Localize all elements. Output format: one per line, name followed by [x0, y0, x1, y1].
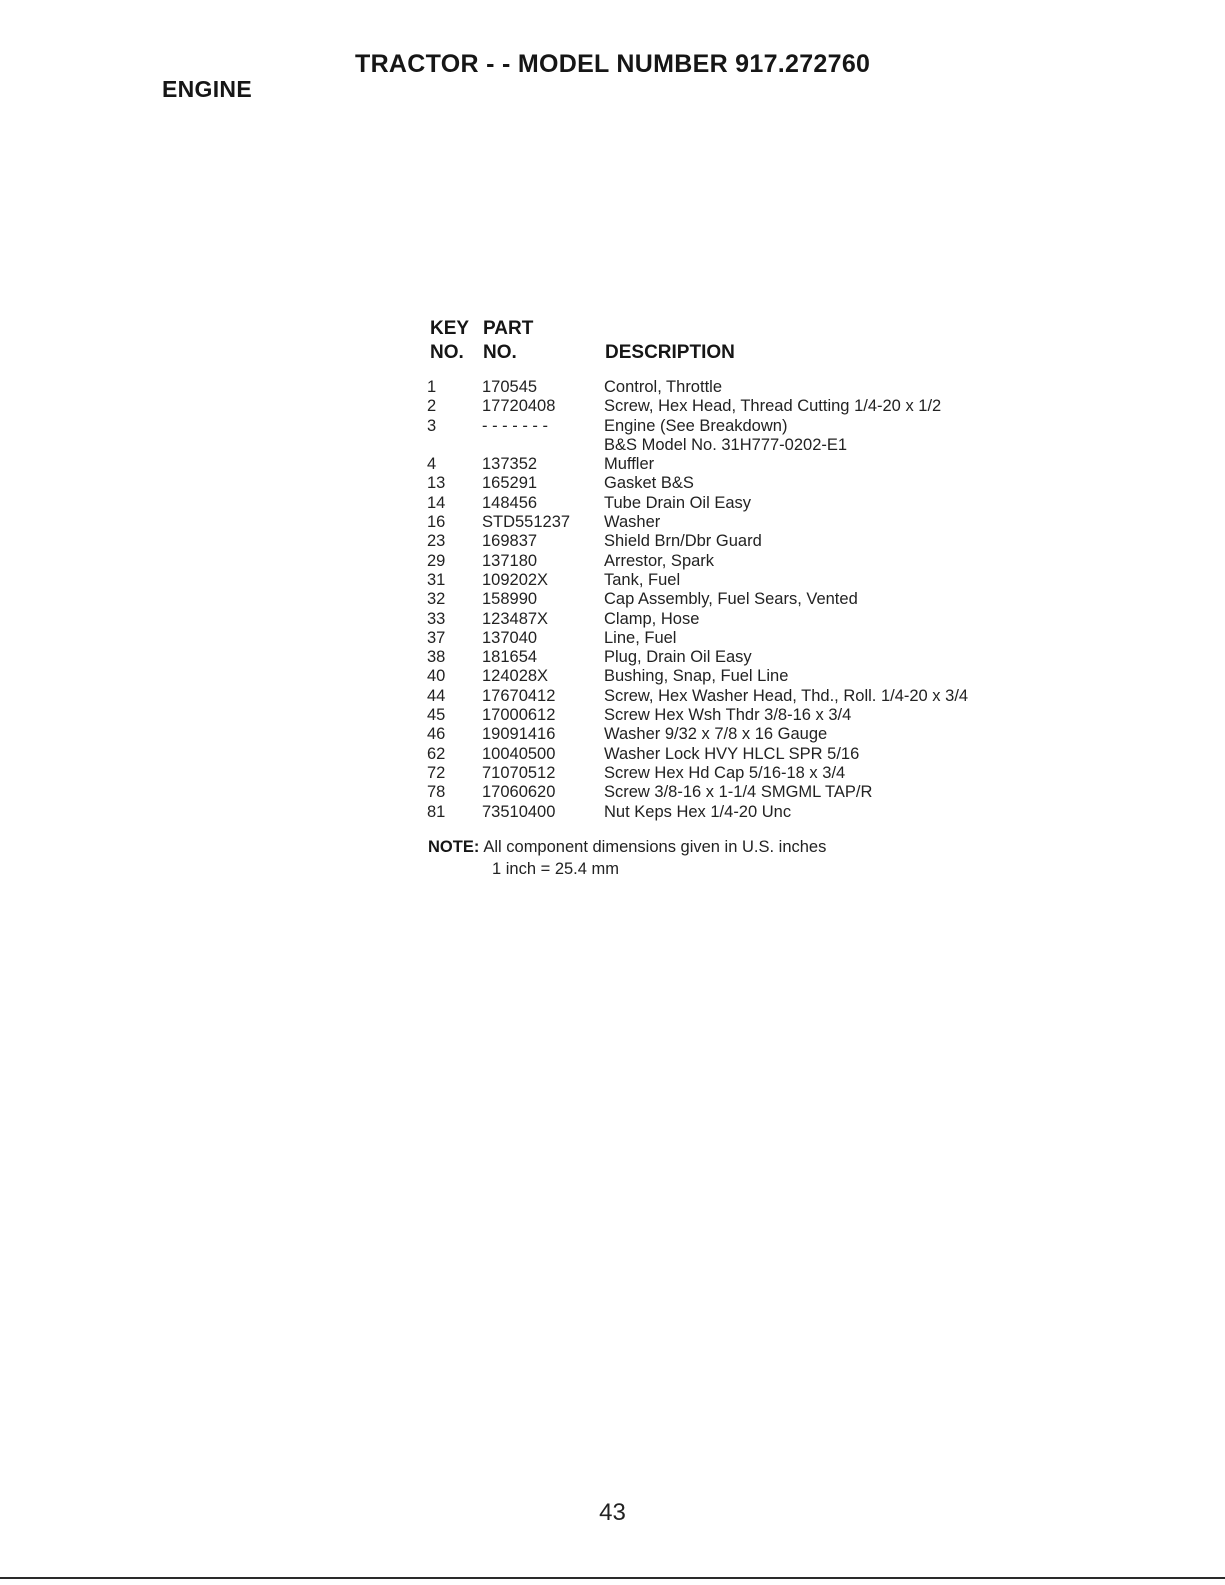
row-description: Cap Assembly, Fuel Sears, Vented [604, 590, 858, 609]
table-row [427, 532, 1067, 551]
row-description: Bushing, Snap, Fuel Line [604, 667, 789, 686]
note-label: NOTE: [428, 838, 480, 856]
bottom-rule [0, 1577, 1225, 1579]
row-description: Muffler [604, 455, 655, 474]
row-key: 29 [427, 551, 446, 570]
row-description: Screw Hex Wsh Thdr 3/8-16 x 3/4 [604, 706, 852, 725]
table-row [427, 513, 1067, 532]
row-key: 32 [427, 590, 446, 609]
row-part-number: 71070512 [482, 763, 556, 782]
table-row [427, 667, 1067, 686]
row-part-number: 165291 [482, 474, 538, 493]
section-title: ENGINE [162, 76, 252, 102]
row-key: 72 [427, 763, 446, 782]
row-part-number: - - - - - - - [482, 416, 548, 435]
row-key: 45 [427, 706, 446, 725]
row-description: Control, Throttle [604, 378, 722, 396]
row-description: Engine (See Breakdown) [604, 416, 788, 435]
row-key: 62 [427, 744, 446, 763]
row-description: B&S Model No. 31H777-0202-E1 [604, 435, 848, 454]
note [428, 836, 826, 880]
row-description: Screw, Hex Washer Head, Thd., Roll. 1/4-20 x 3/4 [604, 686, 969, 705]
row-key: 3 [427, 416, 437, 435]
row-description: Washer Lock HVY HLCL SPR 5/16 [604, 744, 860, 763]
row-description: Tank, Fuel [604, 570, 681, 589]
table-row [427, 706, 1067, 725]
row-key: 38 [427, 648, 446, 667]
row-key: 46 [427, 725, 446, 744]
row-part-number: 10040500 [482, 744, 556, 763]
row-key: 16 [427, 513, 446, 532]
table-row [427, 590, 1067, 609]
row-key: 2 [427, 397, 437, 416]
row-part-number: 137352 [482, 455, 538, 474]
row-key: 23 [427, 532, 446, 551]
row-description: Tube Drain Oil Easy [604, 493, 752, 512]
row-part-number: 170545 [482, 378, 538, 396]
row-key: 13 [427, 474, 446, 493]
table-row [427, 474, 1067, 493]
row-description: Nut Keps Hex 1/4-20 Unc [604, 802, 792, 821]
table-row [427, 745, 1067, 764]
header-key-line1: KEY [430, 318, 470, 339]
row-part-number: 124028X [482, 667, 549, 686]
row-description: Washer [604, 513, 661, 532]
row-key: 40 [427, 667, 446, 686]
row-part-number: 109202X [482, 570, 549, 589]
row-description: Screw Hex Hd Cap 5/16-18 x 3/4 [604, 763, 846, 782]
row-key: 31 [427, 570, 446, 589]
table-row [427, 648, 1067, 667]
row-part-number: STD551237 [482, 513, 571, 532]
header-key-line2: NO. [430, 342, 464, 363]
row-key: 37 [427, 628, 446, 647]
row-part-number: 137180 [482, 551, 538, 570]
row-key: 33 [427, 609, 446, 628]
table-row [427, 764, 1067, 783]
header-part-line2: NO. [483, 342, 517, 363]
row-part-number: 17670412 [482, 686, 556, 705]
table-row [427, 629, 1067, 648]
table-row [427, 436, 1067, 455]
row-part-number: 169837 [482, 532, 538, 551]
row-description: Plug, Drain Oil Easy [604, 648, 752, 667]
table-row [427, 552, 1067, 571]
table-row [427, 783, 1067, 802]
header-description: DESCRIPTION [605, 342, 735, 363]
table-row [427, 455, 1067, 474]
table-row [427, 397, 1067, 416]
row-description: Arrestor, Spark [604, 551, 715, 570]
table-row [427, 725, 1067, 744]
row-part-number: 148456 [482, 493, 538, 512]
note-line-2: 1 inch = 25.4 mm [492, 860, 620, 878]
row-part-number: 19091416 [482, 725, 556, 744]
row-key: 44 [427, 686, 446, 705]
row-key: 4 [427, 455, 437, 474]
page-title: TRACTOR - - MODEL NUMBER 917.272760 [355, 50, 871, 78]
table-row [427, 417, 1067, 436]
row-part-number: 181654 [482, 648, 538, 667]
row-description: Screw, Hex Head, Thread Cutting 1/4-20 x 1/2 [604, 397, 942, 416]
row-part-number: 73510400 [482, 802, 556, 821]
row-key: 81 [427, 802, 446, 821]
page-number: 43 [599, 1499, 626, 1526]
row-description: Shield Brn/Dbr Guard [604, 532, 762, 551]
row-description: Line, Fuel [604, 628, 677, 647]
row-description: Washer 9/32 x 7/8 x 16 Gauge [604, 725, 828, 744]
note-text: All component dimensions given in U.S. inches [483, 838, 827, 856]
row-description: Gasket B&S [604, 474, 694, 493]
row-description: Clamp, Hose [604, 609, 700, 628]
table-row [427, 687, 1067, 706]
row-description: Screw 3/8-16 x 1-1/4 SMGML TAP/R [604, 783, 873, 802]
note-line-1 [428, 836, 826, 858]
row-key: 14 [427, 493, 446, 512]
row-part-number: 158990 [482, 590, 538, 609]
row-key: 78 [427, 783, 446, 802]
row-part-number: 17720408 [482, 397, 556, 416]
table-row [427, 571, 1067, 590]
row-part-number: 137040 [482, 628, 538, 647]
table-row [427, 494, 1067, 513]
table-row [427, 610, 1067, 629]
table-row [427, 803, 1067, 822]
parts-table [427, 378, 1067, 822]
row-key: 1 [427, 378, 437, 396]
row-part-number: 17000612 [482, 706, 556, 725]
row-part-number: 17060620 [482, 783, 556, 802]
table-row [427, 378, 1067, 397]
header-part-line1: PART [483, 318, 534, 339]
row-part-number: 123487X [482, 609, 549, 628]
